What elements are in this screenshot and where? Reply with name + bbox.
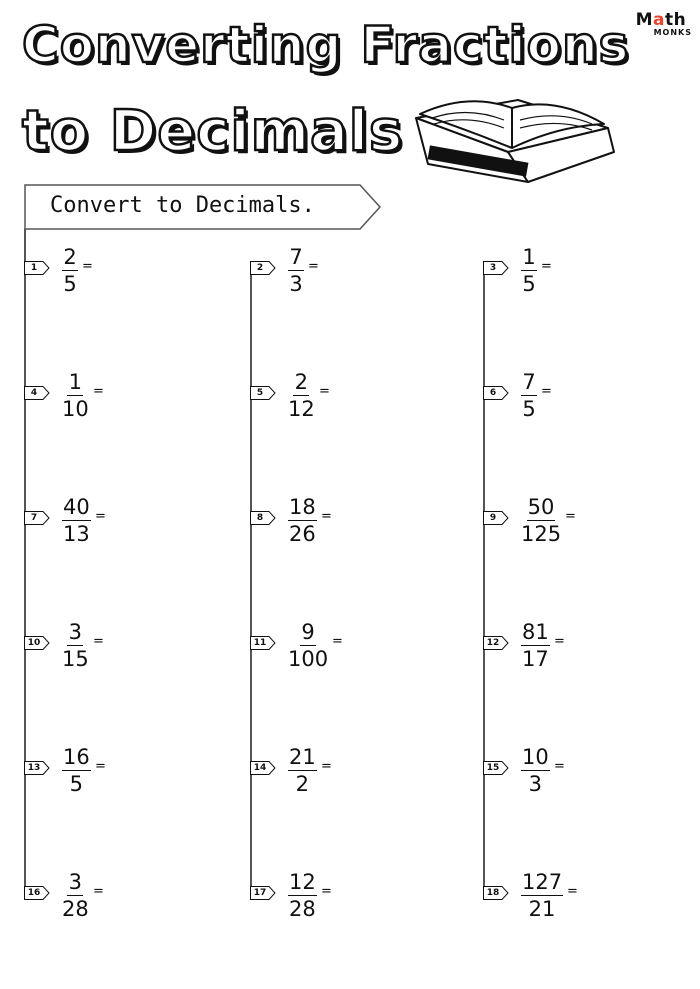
- fraction: [521, 622, 550, 670]
- problem-number: 13: [27, 763, 41, 773]
- equals-sign: =: [321, 509, 332, 524]
- problem-number-badge: [250, 511, 276, 525]
- problem-number-badge: [24, 261, 50, 275]
- equals-sign: =: [541, 259, 552, 274]
- problem-number-badge: [250, 636, 276, 650]
- fraction-denominator: 28: [289, 897, 316, 921]
- problem-number-badge: [250, 386, 276, 400]
- equals-sign: =: [554, 634, 565, 649]
- fraction-denominator: 5: [63, 272, 77, 296]
- fraction-denominator: 5: [522, 397, 536, 421]
- fraction-denominator: 17: [522, 647, 549, 671]
- fraction-numerator: 10: [522, 745, 549, 769]
- fraction-numerator: 12: [289, 870, 316, 894]
- fraction: [62, 247, 78, 295]
- fraction-numerator: 7: [289, 245, 303, 269]
- problem-number: 15: [486, 763, 500, 773]
- equals-sign: =: [567, 884, 578, 899]
- fraction: [62, 372, 89, 420]
- fraction-numerator: 3: [68, 620, 83, 644]
- problem-number: 5: [256, 388, 264, 398]
- problem-number-badge: [250, 886, 276, 900]
- problem-number-badge: [483, 386, 509, 400]
- logo-word-math: Math: [635, 10, 687, 30]
- equals-sign: =: [554, 759, 565, 774]
- fraction-numerator: 127: [522, 870, 563, 894]
- fraction: [288, 372, 315, 420]
- fraction-denominator: 10: [62, 397, 89, 421]
- problem-number-badge: [24, 761, 50, 775]
- problem-number: 2: [256, 263, 264, 273]
- fraction-denominator: 5: [69, 772, 84, 796]
- fraction-denominator: 3: [528, 772, 543, 796]
- equals-sign: =: [321, 884, 332, 899]
- fraction: [62, 872, 89, 920]
- problem-number-badge: [483, 511, 509, 525]
- problem-number-badge: [483, 636, 509, 650]
- fraction: [288, 872, 317, 920]
- fraction-numerator: 40: [63, 495, 90, 519]
- problem-number: 3: [489, 263, 497, 273]
- fraction: [288, 497, 317, 545]
- fraction-numerator: 50: [527, 495, 555, 519]
- problem-number: 17: [253, 888, 267, 898]
- problem-number: 8: [256, 513, 264, 523]
- fraction: [288, 247, 304, 295]
- fraction-numerator: 1: [522, 245, 536, 269]
- fraction-denominator: 2: [295, 772, 310, 796]
- column-rule-2: [250, 262, 252, 900]
- fraction-denominator: 12: [288, 397, 315, 421]
- fraction-denominator: 28: [62, 897, 89, 921]
- fraction: [521, 747, 550, 795]
- column-rule-1: [24, 229, 26, 900]
- equals-sign: =: [93, 884, 104, 899]
- problem-number-badge: [24, 511, 50, 525]
- equals-sign: =: [565, 509, 576, 524]
- fraction-numerator: 1: [68, 370, 83, 394]
- problem-number: 9: [489, 513, 497, 523]
- fraction: [62, 747, 91, 795]
- fraction: [62, 497, 91, 545]
- fraction-denominator: 13: [63, 522, 90, 546]
- fraction: [521, 872, 563, 920]
- fraction: [521, 247, 537, 295]
- fraction-numerator: 16: [63, 745, 90, 769]
- problem-number: 14: [253, 763, 267, 773]
- equals-sign: =: [93, 384, 104, 399]
- problem-number: 18: [486, 888, 500, 898]
- problem-number: 11: [253, 638, 267, 648]
- equals-sign: =: [321, 759, 332, 774]
- fraction-denominator: 100: [288, 647, 329, 671]
- equals-sign: =: [82, 259, 93, 274]
- fraction-numerator: 2: [63, 245, 77, 269]
- fraction-numerator: 21: [289, 745, 316, 769]
- fraction: [62, 622, 89, 670]
- problem-number: 7: [30, 513, 38, 523]
- fraction-numerator: 18: [289, 495, 316, 519]
- open-book-icon: [408, 88, 618, 188]
- equals-sign: =: [332, 634, 343, 649]
- fraction-numerator: 2: [294, 370, 309, 394]
- logo-word-monks: MONKS: [653, 28, 692, 37]
- fraction-denominator: 21: [528, 897, 556, 921]
- equals-sign: =: [541, 384, 552, 399]
- fraction: [521, 372, 537, 420]
- problem-number: 4: [30, 388, 38, 398]
- worksheet-title-line-1: Converting Fractions: [22, 16, 630, 74]
- problem-number-badge: [483, 761, 509, 775]
- problem-number-badge: [483, 886, 509, 900]
- fraction-numerator: 7: [522, 370, 536, 394]
- equals-sign: =: [95, 509, 106, 524]
- fraction-denominator: 15: [62, 647, 89, 671]
- problem-number-badge: [24, 386, 50, 400]
- fraction-denominator: 5: [522, 272, 536, 296]
- problem-number-badge: [483, 261, 509, 275]
- problem-number: 6: [489, 388, 497, 398]
- column-rule-3: [483, 262, 485, 900]
- equals-sign: =: [308, 259, 319, 274]
- fraction-numerator: 3: [68, 870, 83, 894]
- problem-number-badge: [250, 761, 276, 775]
- equals-sign: =: [319, 384, 330, 399]
- fraction-numerator: 9: [301, 620, 315, 644]
- problem-number: 16: [27, 888, 41, 898]
- problem-number: 12: [486, 638, 500, 648]
- instruction-text: Convert to Decimals.: [50, 193, 315, 218]
- mathmonks-logo: [636, 10, 692, 37]
- equals-sign: =: [93, 634, 104, 649]
- problem-number-badge: [250, 261, 276, 275]
- equals-sign: =: [95, 759, 106, 774]
- fraction-numerator: 81: [522, 620, 549, 644]
- fraction-denominator: 125: [521, 522, 562, 546]
- fraction: [288, 747, 317, 795]
- fraction: [521, 497, 561, 545]
- problem-number: 1: [30, 263, 38, 273]
- fraction-denominator: 3: [289, 272, 303, 296]
- fraction-denominator: 26: [289, 522, 316, 546]
- problem-number: 10: [27, 638, 41, 648]
- worksheet-title-line-2: to Decimals: [22, 99, 404, 164]
- problem-number-badge: [24, 636, 50, 650]
- fraction: [288, 622, 328, 670]
- problem-number-badge: [24, 886, 50, 900]
